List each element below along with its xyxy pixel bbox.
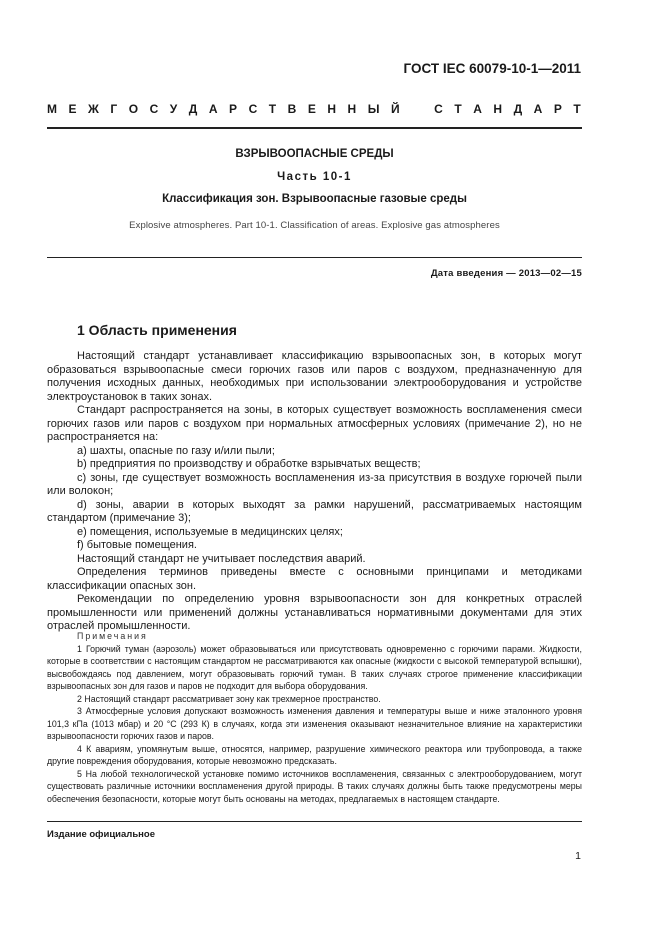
banner-letter: Т bbox=[573, 102, 581, 116]
banner-letter: Д bbox=[513, 102, 523, 116]
banner-letter: Т bbox=[268, 102, 277, 116]
notes-block bbox=[47, 630, 582, 805]
notes-heading: Примечания bbox=[77, 631, 148, 641]
paragraph: Рекомендации по определению уровня взрывоопасности зон для конкретных отраслей промышленности или применений должны устанавливаться нормативными документами для этих отраслей промышленности. bbox=[47, 593, 582, 632]
banner-letter: Ж bbox=[88, 102, 99, 116]
note-item: 3 Атмосферные условия допускают возможность изменения давления и температуры выше и ниже эталонного уровня 101,3 кПа (1013 мбар) и 20 °С (293 К) в случаях, когда эти изменения оказывают незначительное влияние на характеристики взрывоопасности горючих газов и паров. bbox=[47, 706, 582, 741]
english-title: Explosive atmospheres. Part 10-1. Classification of areas. Explosive gas atmospheres bbox=[129, 220, 500, 231]
list-item: b) предприятия по производству и обработке взрывчатых веществ; bbox=[77, 458, 421, 470]
paragraph: Настоящий стандарт устанавливает классификацию взрывоопасных зон, в которых могут образоваться взрывоопасные смеси горючих газов или паров с воздухом, предназначенную для получения исходных данных, необходимых при использовании электрооборудования и устройстве электроустановок в таких зонах. bbox=[47, 350, 582, 403]
note-item: 1 Горючий туман (аэрозоль) может образовываться или присутствовать одновременно с горючими парами. Жидкости, которые в соответствии с настоящим стандартом не рассматриваются как опасные (жидкости с высокой температурой вспышки), высвобождаясь под давлением, могут образовывать горючий туман. В таких случаях строгое применение классификации взрывоопасных зон для газов и паров не подходит для выбора оборудования. bbox=[47, 643, 582, 691]
list-item: a) шахты, опасные по газу и/или пыли; bbox=[77, 444, 275, 457]
document-title: ВЗРЫВООПАСНЫЕ СРЕДЫ bbox=[235, 148, 394, 160]
banner-letter: А bbox=[533, 102, 543, 116]
banner-letter: У bbox=[169, 102, 178, 116]
section-heading: 1 Область применения bbox=[77, 322, 237, 338]
banner-letter: А bbox=[208, 102, 218, 116]
banner-letter: Ы bbox=[367, 102, 380, 116]
note-item: 2 Настоящий стандарт рассматривает зону как трехмерное пространство. bbox=[77, 693, 381, 704]
header-divider bbox=[47, 127, 582, 129]
banner-letter: Н bbox=[493, 102, 503, 116]
banner-letter: Н bbox=[327, 102, 337, 116]
list-item: c) зоны, где существует возможность воспламенения из-за присутствия в воздухе горючей пыли или волокон; bbox=[47, 471, 582, 497]
document-part: Часть 10-1 bbox=[277, 171, 352, 183]
banner-letter: Т bbox=[454, 102, 462, 116]
footer-divider bbox=[47, 821, 582, 822]
page-number: 1 bbox=[575, 850, 581, 862]
banner-letter: Е bbox=[68, 102, 77, 116]
document-subtitle: Классификация зон. Взрывоопасные газовые среды bbox=[162, 193, 467, 205]
banner-letter: Р bbox=[553, 102, 562, 116]
banner-letter: Е bbox=[307, 102, 316, 116]
banner-letter: С bbox=[434, 102, 443, 116]
list-item: e) помещения, используемые в медицинских целях; bbox=[77, 525, 343, 538]
banner-letter: Г bbox=[110, 102, 118, 116]
section-body bbox=[47, 350, 582, 634]
official-edition-label: Издание официальное bbox=[47, 829, 155, 840]
banner-letter: Р bbox=[229, 102, 238, 116]
banner-letter: Н bbox=[347, 102, 357, 116]
interstate-standard-banner bbox=[47, 102, 581, 116]
banner-letter: В bbox=[287, 102, 297, 116]
paragraph: Настоящий стандарт не учитывает последствия аварий. bbox=[77, 552, 366, 565]
list-item: f) бытовые помещения. bbox=[77, 539, 197, 551]
banner-letter: Д bbox=[188, 102, 198, 116]
introduction-date: Дата введения — 2013—02—15 bbox=[430, 268, 582, 279]
paragraph: Стандарт распространяется на зоны, в которых существует возможность воспламенения смеси горючих газов или паров с воздухом при нормальных атмосферных условиях (примечание 2), но не распространяется на: bbox=[47, 404, 582, 443]
note-item: 4 К авариям, упомянутым выше, относятся, например, разрушение химического реактора или трубопровода, а также другие повреждения оборудования, которые невозможно предсказать. bbox=[47, 743, 582, 766]
note-item: 5 На любой технологической установке помимо источников воспламенения, связанных с электрооборудованием, могут существовать различные источники воспламенения другой природы. В таких случаях должны быть также предусмотрены меры обеспечения безопасности, которые могут быть основаны на методах, предлагаемых в настоящем стандарте. bbox=[47, 768, 582, 804]
paragraph: Определения терминов приведены вместе с основными принципами и методиками классификации опасных зон. bbox=[47, 566, 582, 592]
banner-letter: С bbox=[248, 102, 258, 116]
list-item: d) зоны, аварии в которых выходят за рамки нарушений, рассматриваемых настоящим стандартом (примечание 3); bbox=[47, 498, 582, 524]
gost-number: ГОСТ IEC 60079-10-1—2011 bbox=[403, 61, 581, 76]
banner-letter: С bbox=[149, 102, 159, 116]
title-divider bbox=[47, 257, 582, 258]
banner-letter: М bbox=[47, 102, 57, 116]
banner-letter: Й bbox=[390, 102, 400, 116]
banner-letter: А bbox=[473, 102, 482, 116]
banner-letter: О bbox=[128, 102, 139, 116]
